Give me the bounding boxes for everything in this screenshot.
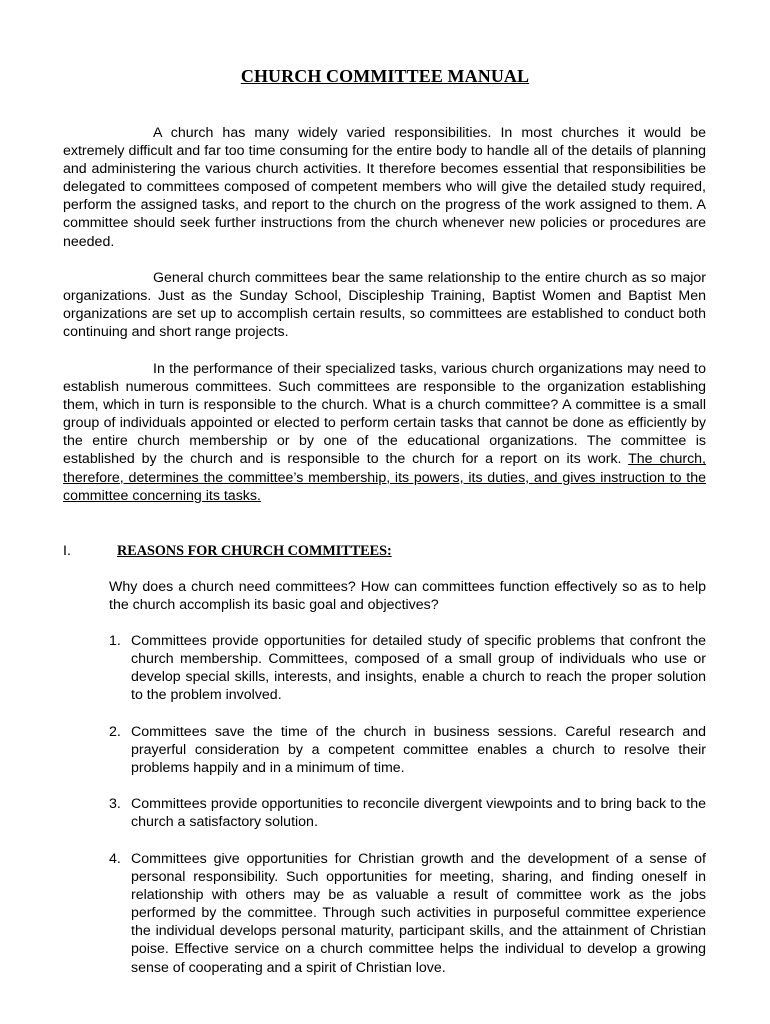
paragraph-3-underlined: The church, therefore, determines the committee’s membership, its powers, its duties, and gives instruction to the committee concerning its tasks. <box>63 451 706 504</box>
list-item <box>109 723 706 777</box>
list-item-number: 4. <box>109 851 121 867</box>
paragraph-3-text: In the performance of their specialized tasks, various church organizations may need to establish numerous committees. Such committees are responsible to the organization establishing them, which in turn is responsible to the church. What is a church committee? A committee is a small group of individuals appointed or elected to perform certain tasks that cannot be done as efficiently by the entire church membership or by one of the educational organizations. The committee is established by the church and is responsible to the church for a report on its work. <box>63 361 706 468</box>
list-item-text: Committees save the time of the church in business sessions. Careful research and prayerful consideration by a competent committee enables a church to resolve their problems happily and in a minimum of time. <box>131 724 706 777</box>
page-title: CHURCH COMMITTEE MANUAL <box>240 66 530 86</box>
paragraph-3 <box>63 360 706 505</box>
paragraph-1: A church has many widely varied responsibilities. In most churches it would be extremely difficult and far too time consuming for the entire body to handle all of the details of planning and administering the various church activities. It therefore becomes essential that responsibilities be delegated to committees composed of competent members who will give the detailed study required, perform the assigned tasks, and report to the church on the progress of the work assigned to them. A committee should seek further instructions from the church whenever new policies or procedures are needed. <box>63 125 706 250</box>
list-item <box>109 632 706 704</box>
section-intro: Why does a church need committees? How can committees function effectively so as to help the church accomplish its basic goal and objectives? <box>109 579 706 614</box>
list-item-number: 1. <box>109 633 121 649</box>
list-item-text: Committees give opportunities for Christian growth and the development of a sense of personal responsibility. Such opportunities for meeting, sharing, and finding oneself in relationship with others may be as valuable a result of committee work as the jobs performed by the committee. Through such activities in purposeful committee experience the individual develops personal maturity, participant skills, and the attainment of Christian poise. Effective service on a church committee helps the individual to develop a growing sense of cooperating and a spirit of Christian love. <box>131 851 706 976</box>
list-item <box>109 850 706 977</box>
paragraph-2: General church committees bear the same relationship to the entire church as so major organizations. Just as the Sunday School, Discipleship Training, Baptist Women and Baptist Men organizations are set up to accomplish certain results, so committees are established to conduct both continuing and short range projects. <box>63 270 706 341</box>
list-item-text: Committees provide opportunities for detailed study of specific problems that confront the church membership. Committees, composed of a small group of individuals who use or develop special skills, interests, and insights, enable a church to reach the proper solution to the problem involved. <box>131 633 706 704</box>
list-item-number: 2. <box>109 724 121 740</box>
section-heading: REASONS FOR CHURCH COMMITTEES: <box>117 543 392 559</box>
section-number: I. <box>63 543 71 559</box>
list-item-text: Committees provide opportunities to reconcile divergent viewpoints and to bring back to the church a satisfactory solution. <box>131 796 706 831</box>
list-item-number: 3. <box>109 796 121 812</box>
list-item <box>109 795 706 831</box>
